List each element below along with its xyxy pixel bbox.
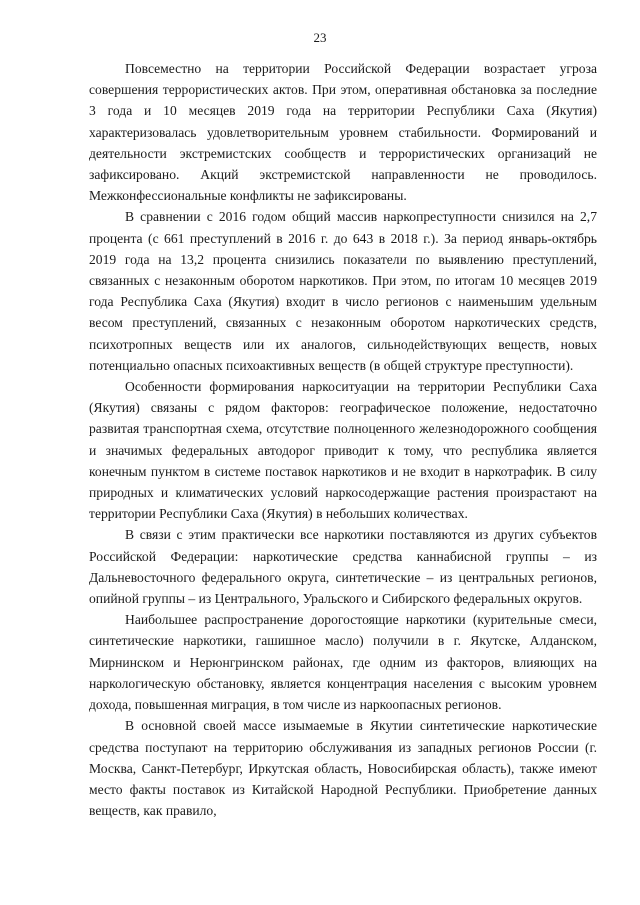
paragraph-drug-supply-sources: В связи с этим практически все наркотики поставляются из других субъектов Российской Федерации: наркотические средства каннабисной группы – из Дальневосточного федерального округа, синтетические – из центральных регионов, опийной группы – из Центрального, Уральского и Сибирского федеральных округов. bbox=[89, 527, 597, 607]
paragraph-drug-situation-factors: Особенности формирования наркоситуации на территории Республики Саха (Якутия) связаны с рядом факторов: географическое положение, недостаточно развитая транспортная схема, отсутствие полноценного железнодорожного сообщения и значимых федеральных автодорог приводит к тому, что республика является конечным пунктом в системе поставок наркотиков и не входит в наркотрафик. В силу природных и климатических условий наркосодержащие растения произрастают на территории Республики Саха (Якутия) в небольших количествах. bbox=[89, 379, 597, 522]
paragraph-drug-crime-statistics: В сравнении с 2016 годом общий массив наркопреступности снизился на 2,7 процента (с 661 преступлений в 2016 г. до 643 в 2018 г.). За период январь-октябрь 2019 года на 13,2 процента снизились показатели по выявлению преступлений, связанных с незаконным оборотом наркотиков. При этом, по итогам 10 месяцев 2019 года Республика Саха (Якутия) входит в число регионов с наименьшим удельным весом преступлений, связанных с незаконным оборотом наркотических средств, психотропных веществ или их аналогов, сильнодействующих веществ, новых потенциально опасных психоактивных веществ (в общей структуре преступности). bbox=[89, 209, 597, 373]
paragraph-terrorism-threat: Повсеместно на территории Российской Федерации возрастает угроза совершения террористических актов. При этом, оперативная обстановка за последние 3 года и 10 месяцев 2019 года на территории Республики Саха (Якутия) характеризовалась удовлетворительным уровнем стабильности. Формирований и деятельности экстремистских сообществ и террористических организаций не зафиксировано. Акций экстремистской направленности не проводилось. Межконфессиональные конфликты не зафиксированы. bbox=[89, 61, 597, 204]
paragraph-expensive-drugs-spread: Наибольшее распространение дорогостоящие наркотики (курительные смеси, синтетические наркотики, гашишное масло) получили в г. Якутске, Алданском, Мирнинском и Нерюнгринском районах, где одним из факторов, влияющих на наркологическую обстановку, является концентрация населения с высоким уровнем дохода, повышенная миграция, в том числе из наркоопасных регионов. bbox=[89, 612, 597, 713]
document-body bbox=[89, 58, 597, 821]
paragraph-synthetic-drugs-origin: В основной своей массе изымаемые в Якутии синтетические наркотические средства поступают на территорию обслуживания из западных регионов России (г. Москва, Санкт-Петербург, Иркутская область, Новосибирская область), также имеют место факты поставок из Китайской Народной Республики. Приобретение данных веществ, как правило, bbox=[89, 718, 597, 819]
page-number: 23 bbox=[313, 30, 327, 45]
